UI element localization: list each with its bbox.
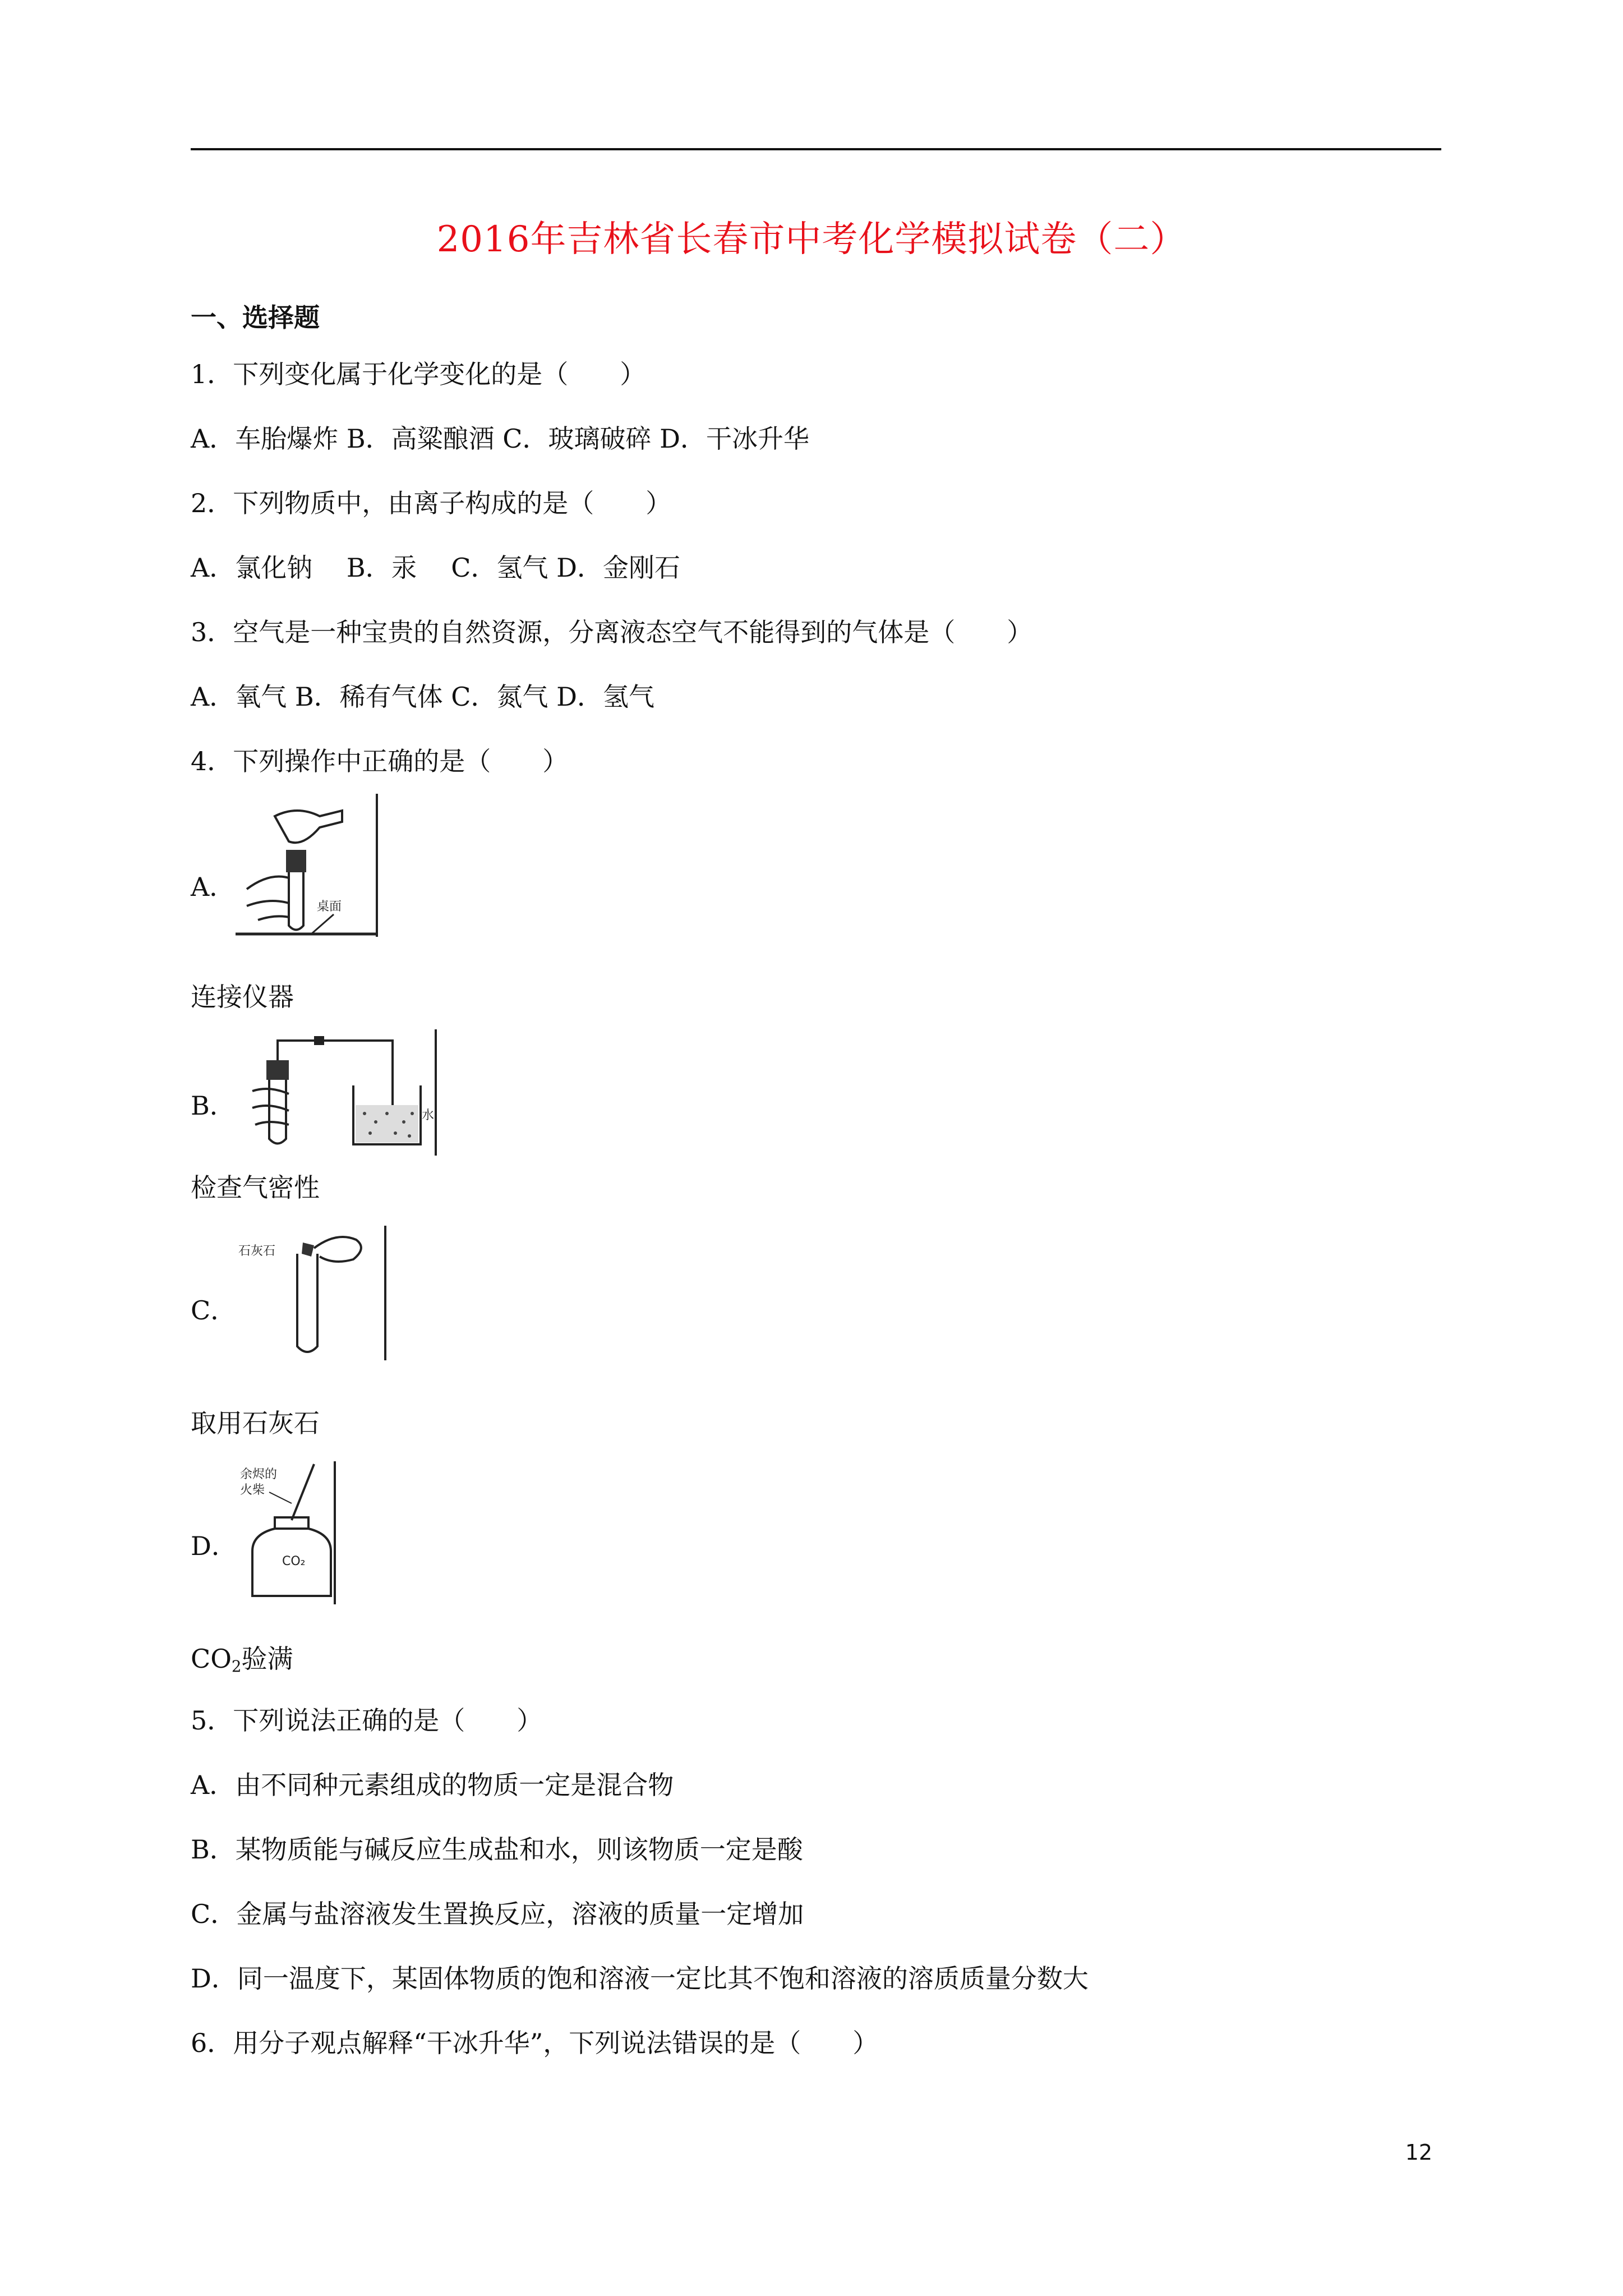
q4-option-b-figure [236, 1029, 437, 1156]
q4-d-caption-subscript: 2 [231, 1657, 242, 1676]
question-2-options: A．氯化钠 B．汞 C．氢气 D．金刚石 [191, 553, 680, 583]
q4-c-fig-label: 石灰石 [238, 1244, 276, 1258]
q4-option-a-caption: 连接仪器 [191, 982, 294, 1012]
question-5-option-b: B．某物质能与碱反应生成盐和水，则该物质一定是酸 [191, 1834, 803, 1865]
q4-option-d-letter: D． [191, 1531, 237, 1561]
page-title: 2016年吉林省长春市中考化学模拟试卷（二） [436, 219, 1187, 260]
question-1-stem: 1．下列变化属于化学变化的是（ ） [191, 359, 646, 389]
q4-d-caption-tail: 验满 [241, 1644, 293, 1674]
q4-option-a-figure [236, 794, 378, 937]
question-3-stem: 3．空气是一种宝贵的自然资源，分离液态空气不能得到的气体是（ ） [191, 617, 1033, 647]
q4-d-fig-label-3: CO₂ [282, 1554, 306, 1568]
q4-option-b-letter: B． [191, 1091, 236, 1121]
question-3-options: A．氧气 B．稀有气体 C．氮气 D．氢气 [191, 682, 654, 712]
question-6-stem: 6．用分子观点解释“干冰升华”，下列说法错误的是（ ） [191, 2028, 879, 2058]
question-5-stem: 5．下列说法正确的是（ ） [191, 1705, 543, 1736]
question-1-options: A．车胎爆炸 B．高粱酿酒 C．玻璃破碎 D．干冰升华 [191, 424, 809, 454]
q4-d-fig-label-1: 余烬的 [240, 1467, 278, 1481]
section-heading: 一、选择题 [191, 302, 320, 333]
q4-option-b-caption: 检查气密性 [191, 1172, 320, 1203]
q4-option-a-letter: A． [191, 872, 236, 902]
question-4-stem: 4．下列操作中正确的是（ ） [191, 746, 569, 776]
q4-option-c-figure [236, 1226, 386, 1360]
question-5-option-d: D．同一温度下，某固体物质的饱和溶液一定比其不饱和溶液的溶质质量分数大 [191, 1963, 1089, 1994]
q4-d-fig-label-2: 火柴 [240, 1483, 265, 1497]
q4-option-c-letter: C． [191, 1295, 237, 1326]
q4-option-c-caption: 取用石灰石 [191, 1408, 320, 1438]
q4-d-caption-co: CO [191, 1644, 232, 1674]
q4-option-d-figure [236, 1461, 336, 1604]
header-rule [191, 148, 1441, 150]
q4-option-d-caption [191, 1644, 293, 1676]
question-2-stem: 2．下列物质中，由离子构成的是（ ） [191, 488, 672, 518]
q4-a-fig-label: 桌面 [317, 900, 342, 914]
q4-b-fig-label: 水 [422, 1108, 435, 1122]
question-5-option-a: A．由不同种元素组成的物质一定是混合物 [191, 1770, 674, 1800]
page-number: 12 [1405, 2140, 1432, 2165]
question-5-option-c: C．金属与盐溶液发生置换反应，溶液的质量一定增加 [191, 1899, 804, 1929]
